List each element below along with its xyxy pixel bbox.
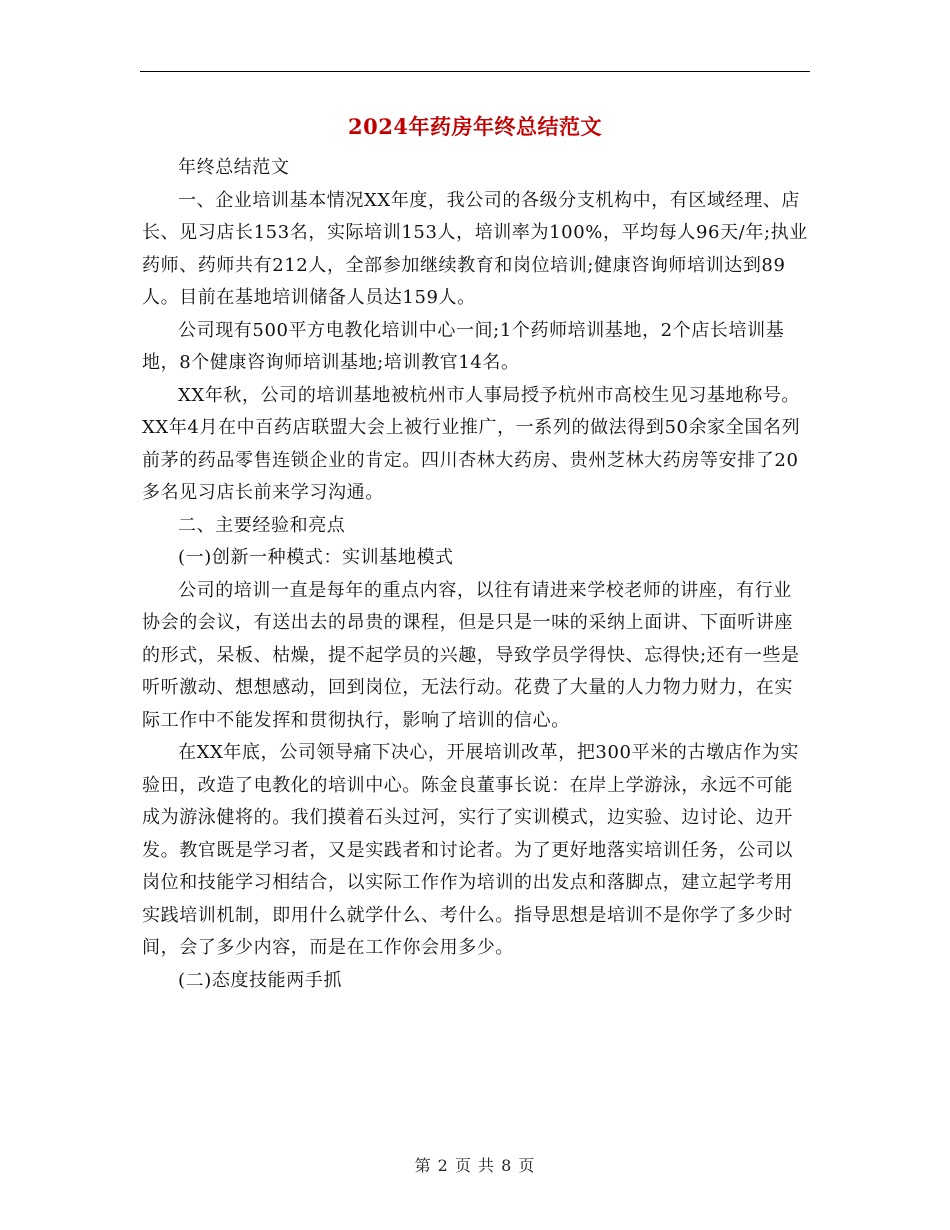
paragraph-recognition: XX年秋，公司的培训基地被杭州市人事局授予杭州市高校生见习基地称号。XX年4月在中百药店联盟大会上被行业推广，一系列的做法得到50余家全国名列前茅的药品零售连锁企业的肯定。四川杏林大药房、贵州芝林大药房等安排了20多名见习店长前来学习沟通。 <box>142 384 801 503</box>
header-rule <box>140 71 810 72</box>
paragraph-reform: 在XX年底，公司领导痛下决心，开展培训改革，把300平米的古墩店作为实验田，改造了电教化的培训中心。陈金良董事长说：在岸上学游泳，永远不可能成为游泳健将的。我们摸着石头过河，实行了实训模式，边实验、边讨论、边开发。教官既是学习者，又是实践者和讨论者。为了更好地落实培训任务，公司以岗位和技能学习相结合，以实际工作作为培训的出发点和落脚点，建立起学考用实践培训机制，即用什么就学什么、考什么。指导思想是培训不是你学了多少时间，会了多少内容，而是在工作你会用多少。 <box>142 742 799 958</box>
subsection-heading-model: (一)创新一种模式：实训基地模式 <box>178 547 454 568</box>
paragraph-training-overview: 一、企业培训基本情况XX年度，我公司的各级分支机构中，有区域经理、店长、见习店长153名，实际培训153人，培训率为100%，平均每人96天/年;执业药师、药师共有212人，全部参加继续教育和岗位培训;健康咨询师培训达到89人。目前在基地培训储备人员达159人。 <box>142 189 808 308</box>
page-number: 第 2 页 共 8 页 <box>414 1156 536 1175</box>
paragraph-facilities: 公司现有500平方电教化培训中心一间;1个药师培训基地，2个店长培训基地，8个健康咨询师培训基地;培训教官14名。 <box>142 319 785 373</box>
section-heading-experience: 二、主要经验和亮点 <box>178 514 346 536</box>
document-title: 2024年药房年终总结范文 <box>348 114 602 139</box>
paragraph-subtitle: 年终总结范文 <box>178 157 290 178</box>
document-body <box>142 152 808 997</box>
paragraph-past-training: 公司的培训一直是每年的重点内容，以往有请进来学校老师的讲座，有行业协会的会议，有送出去的昂贵的课程，但是只是一味的采纳上面讲、下面听讲座的形式，呆板、枯燥，提不起学员的兴趣，导致学员学得快、忘得快;还有一些是听听激动、想想感动，回到岗位，无法行动。花费了大量的人力物力财力，在实际工作中不能发挥和贯彻执行，影响了培训的信心。 <box>142 579 800 731</box>
subsection-heading-attitude-skills: (二)态度技能两手抓 <box>178 969 343 991</box>
